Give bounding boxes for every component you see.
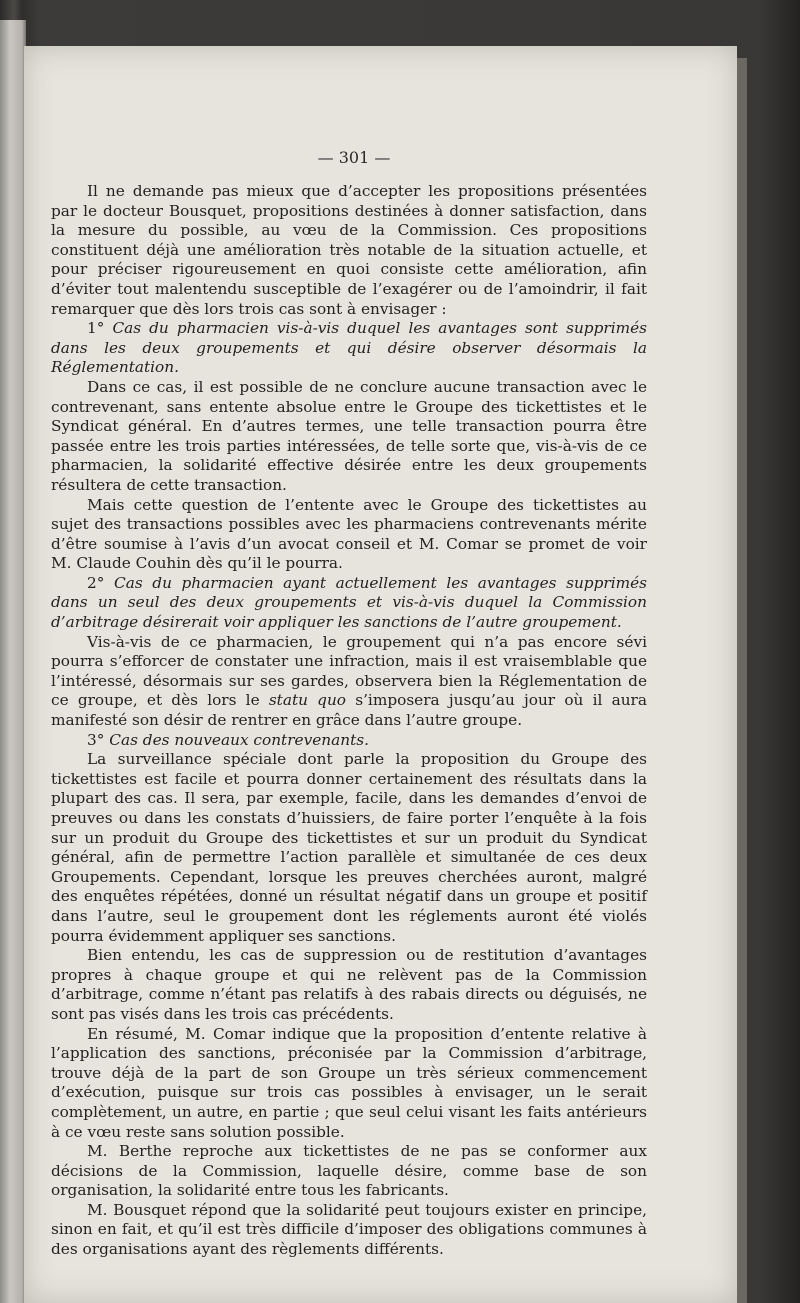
paragraph: Dans ce cas, il est possible de ne conclure aucune transaction avec le contrevenant, sans entente absolue entre le Groupe des tickettistes et le Syndicat général. En d’autres termes, une telle transaction pourra être passée entre les trois parties intéressées, de telle sorte que, vis-à-vis de ce pharmacien, la solidarité effective désirée entre les deux groupements résultera de cette transaction. bbox=[51, 377, 647, 494]
paragraph: La surveillance spéciale dont parle la proposition du Groupe des tickettistes est facile et pourra donner certainement des résultats dans la plupart des cas. Il sera, par exemple, facile, dans les demandes d’envoi de preuves ou dans les constats d’huissiers, de faire porter l’enquête à la fois sur un produit du Groupe des tickettistes et sur un produit du Syndicat général, afin de permettre l’action parallèle et simultanée de ces deux Groupements. Cependant, lorsque les preuves cherchées auront, malgré des enquêtes répétées, donné un résultat négatif dans un groupe et positif dans l’autre, seul le groupement dont les réglements auront été violés pourra évidemment appliquer ses sanctions. bbox=[51, 750, 647, 945]
paragraph: M. Berthe reproche aux tickettistes de ne pas se conformer aux décisions de la Commission, laquelle désire, comme base de son organisation, la solidarité entre tous les fabricants. bbox=[51, 1142, 647, 1200]
case-title: Cas du pharmacien ayant actuellement les avantages supprimés dans un seul des deux groupements et vis-à-vis duquel la Commission d’arbitrage désirerait voir appliquer les sanctions de l’autre groupement. bbox=[51, 573, 647, 632]
document-page bbox=[24, 46, 737, 1303]
page-number: — 301 — bbox=[317, 148, 391, 167]
italic-term: statu quo bbox=[268, 691, 347, 710]
paragraph-text: s’imposera jusqu’au jour où il aura manifesté son désir de rentrer en grâce dans l’autre groupe. bbox=[51, 691, 647, 730]
paragraph: M. Bousquet répond que la solidarité peut toujours exister en principe, sinon en fait, et qu’il est très difficile d’imposer des obligations communes à des organisations ayant des règlements différents. bbox=[51, 1200, 647, 1259]
case-number: 2° bbox=[87, 573, 105, 592]
paragraph: En résumé, M. Comar indique que la proposition d’entente relative à l’application des sanctions, préconisée par la Commission d’arbitrage, trouve déjà de la part de son Groupe un très sérieux commencement d’exécution, puisque sur trois cas possibles à envisager, un le serait complètement, un autre, en partie ; que seul celui visant les faits antérieurs à ce vœu reste sans solution possible. bbox=[51, 1024, 647, 1141]
paragraph-text: Vis-à-vis de ce pharmacien, le groupement qui n’a pas encore sévi pourra s’efforcer de constater une infraction, mais il est vraisemblable que l’intéressé, désormais sur ses gardes, observera bien la Réglementation de ce groupe, et dès lors le bbox=[51, 632, 647, 710]
case-heading bbox=[51, 319, 647, 378]
case-number: 1° bbox=[87, 319, 105, 338]
case-heading bbox=[51, 731, 647, 751]
paragraph bbox=[51, 633, 647, 731]
case-number: 3° bbox=[87, 730, 105, 749]
case-heading bbox=[51, 574, 647, 633]
paragraph: Mais cette question de l’entente avec le Groupe des tickettistes au sujet des transactions possibles avec les pharmaciens contrevenants mérite d’être soumise à l’avis d’un avocat conseil et M. Comar se promet de voir M. Claude Couhin dès qu’il le pourra. bbox=[51, 495, 647, 573]
page-text bbox=[51, 182, 647, 1260]
paragraph: Bien entendu, les cas de suppression ou de restitution d’avantages propres à chaque groupe et qui ne relèvent pas de la Commission d’arbitrage, comme n’étant pas relatifs à des rabais directs ou déguisés, ne sont pas visés dans les trois cas précédents. bbox=[51, 946, 647, 1023]
page-shadow bbox=[737, 58, 747, 1303]
paragraph: Il ne demande pas mieux que d’accepter les propositions présentées par le docteur Bousquet, propositions destinées à donner satisfaction, dans la mesure du possible, au vœu de la Commission. Ces propositions constituent déjà une amélioration très notable de la situation actuelle, et pour préciser rigoureusement en quoi consiste cette amélioration, afin d’éviter tout malentendu susceptible de l’exagérer ou de l’amoindrir, il fait remarquer que dès lors trois cas sont à envisager : bbox=[51, 182, 647, 318]
case-title: Cas des nouveaux contrevenants. bbox=[109, 730, 369, 749]
case-title: Cas du pharmacien vis-à-vis duquel les avantages sont supprimés dans les deux groupements et qui désire observer désormais la Réglementation. bbox=[51, 319, 647, 377]
previous-page-edge bbox=[0, 20, 26, 1303]
